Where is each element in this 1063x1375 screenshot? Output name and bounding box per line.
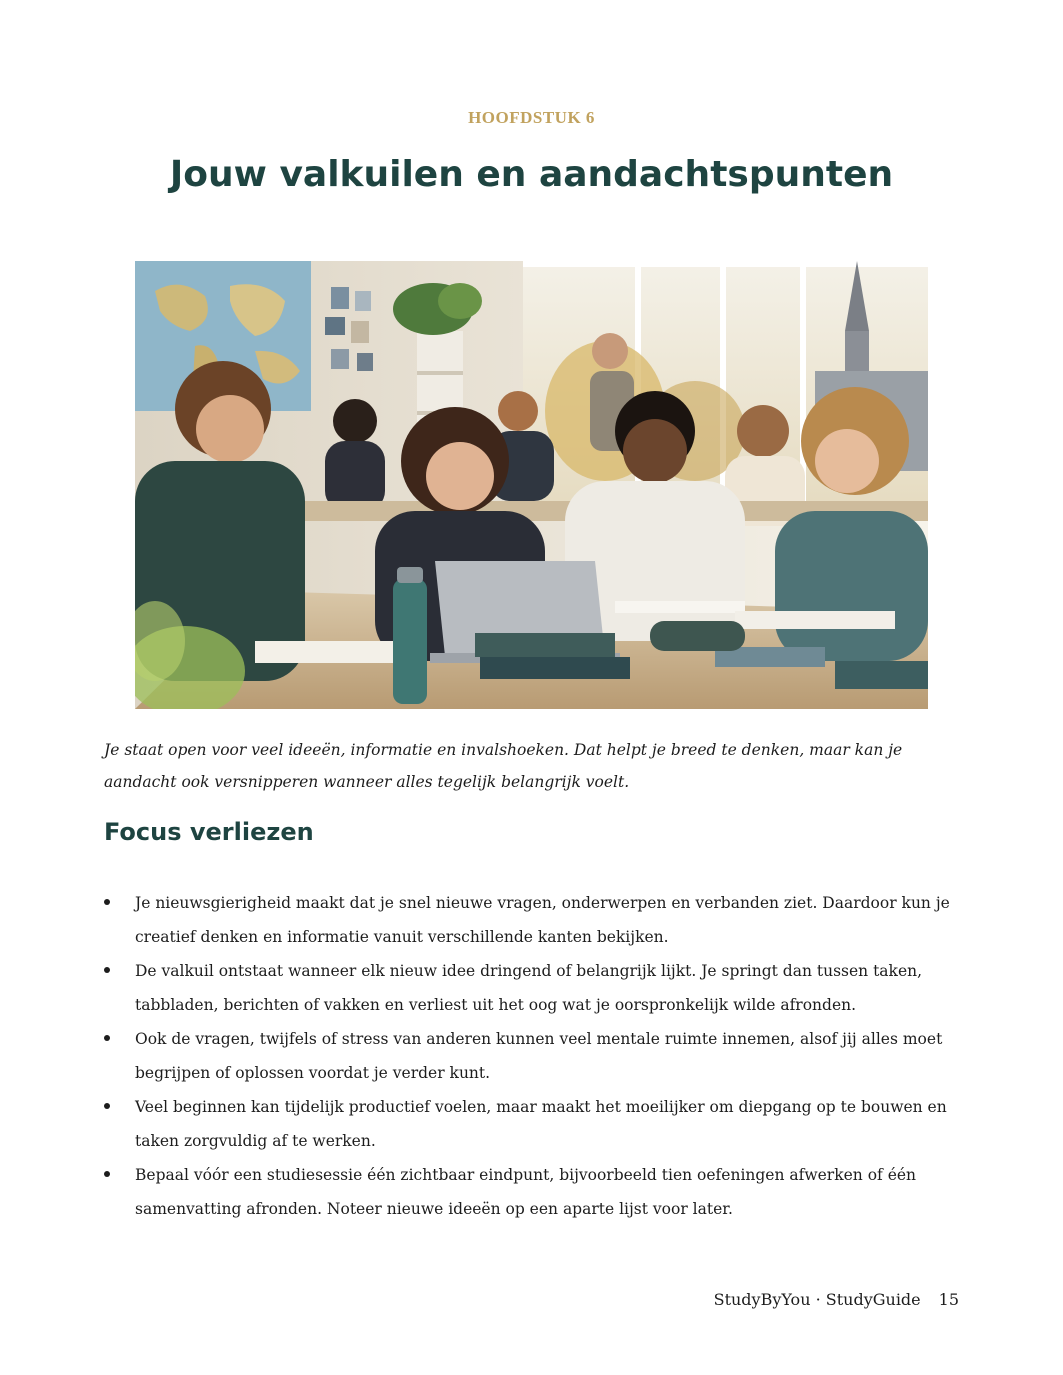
section-heading: Focus verliezen xyxy=(104,818,314,846)
list-item xyxy=(104,1090,964,1158)
bullet-icon xyxy=(104,1035,110,1041)
list-item xyxy=(104,1158,964,1226)
classroom-photo xyxy=(135,261,928,709)
list-item xyxy=(104,954,964,1022)
list-item-text: De valkuil ontstaat wanneer elk nieuw idee dringend of belangrijk lijkt. Je springt dan tussen taken, tabbladen, berichten of vakken en verliest uit het oog wat je oorspronkelijk wilde afronden. xyxy=(135,962,923,1014)
bullet-list xyxy=(104,886,964,1226)
list-item-text: Bepaal vóór een studiesessie één zichtbaar eindpunt, bijvoorbeeld tien oefeningen afwerken of één samenvatting afronden. Noteer nieuwe ideeën op een aparte lijst voor later. xyxy=(135,1166,917,1218)
footer-brand: StudyByYou · StudyGuide xyxy=(713,1290,921,1309)
page-title: Jouw valkuilen en aandachtspunten xyxy=(169,154,894,195)
list-item-text: Ook de vragen, twijfels of stress van anderen kunnen veel mentale ruimte innemen, alsof jij alles moet begrijpen of oplossen voordat je verder kunt. xyxy=(135,1030,943,1082)
list-item-text: Veel beginnen kan tijdelijk productief voelen, maar maakt het moeilijker om diepgang op te bouwen en taken zorgvuldig af te werken. xyxy=(135,1098,947,1150)
bullet-icon xyxy=(104,967,110,973)
list-item xyxy=(104,886,964,954)
bullet-icon xyxy=(104,899,110,905)
bullet-icon xyxy=(104,1171,110,1177)
bullet-icon xyxy=(104,1103,110,1109)
page-footer xyxy=(714,1290,959,1309)
list-item-text: Je nieuwsgierigheid maakt dat je snel nieuwe vragen, onderwerpen en verbanden ziet. Daardoor kun je creatief denken en informatie vanuit verschillende kanten bekijken. xyxy=(135,894,950,946)
chapter-label: HOOFDSTUK 6 xyxy=(468,108,595,127)
page-number: 15 xyxy=(938,1290,959,1309)
list-item xyxy=(104,1022,964,1090)
intro-paragraph: Je staat open voor veel ideeën, informatie en invalshoeken. Dat helpt je breed te denken, maar kan je aandacht ook versnipperen wanneer alles tegelijk belangrijk voelt. xyxy=(104,741,903,791)
